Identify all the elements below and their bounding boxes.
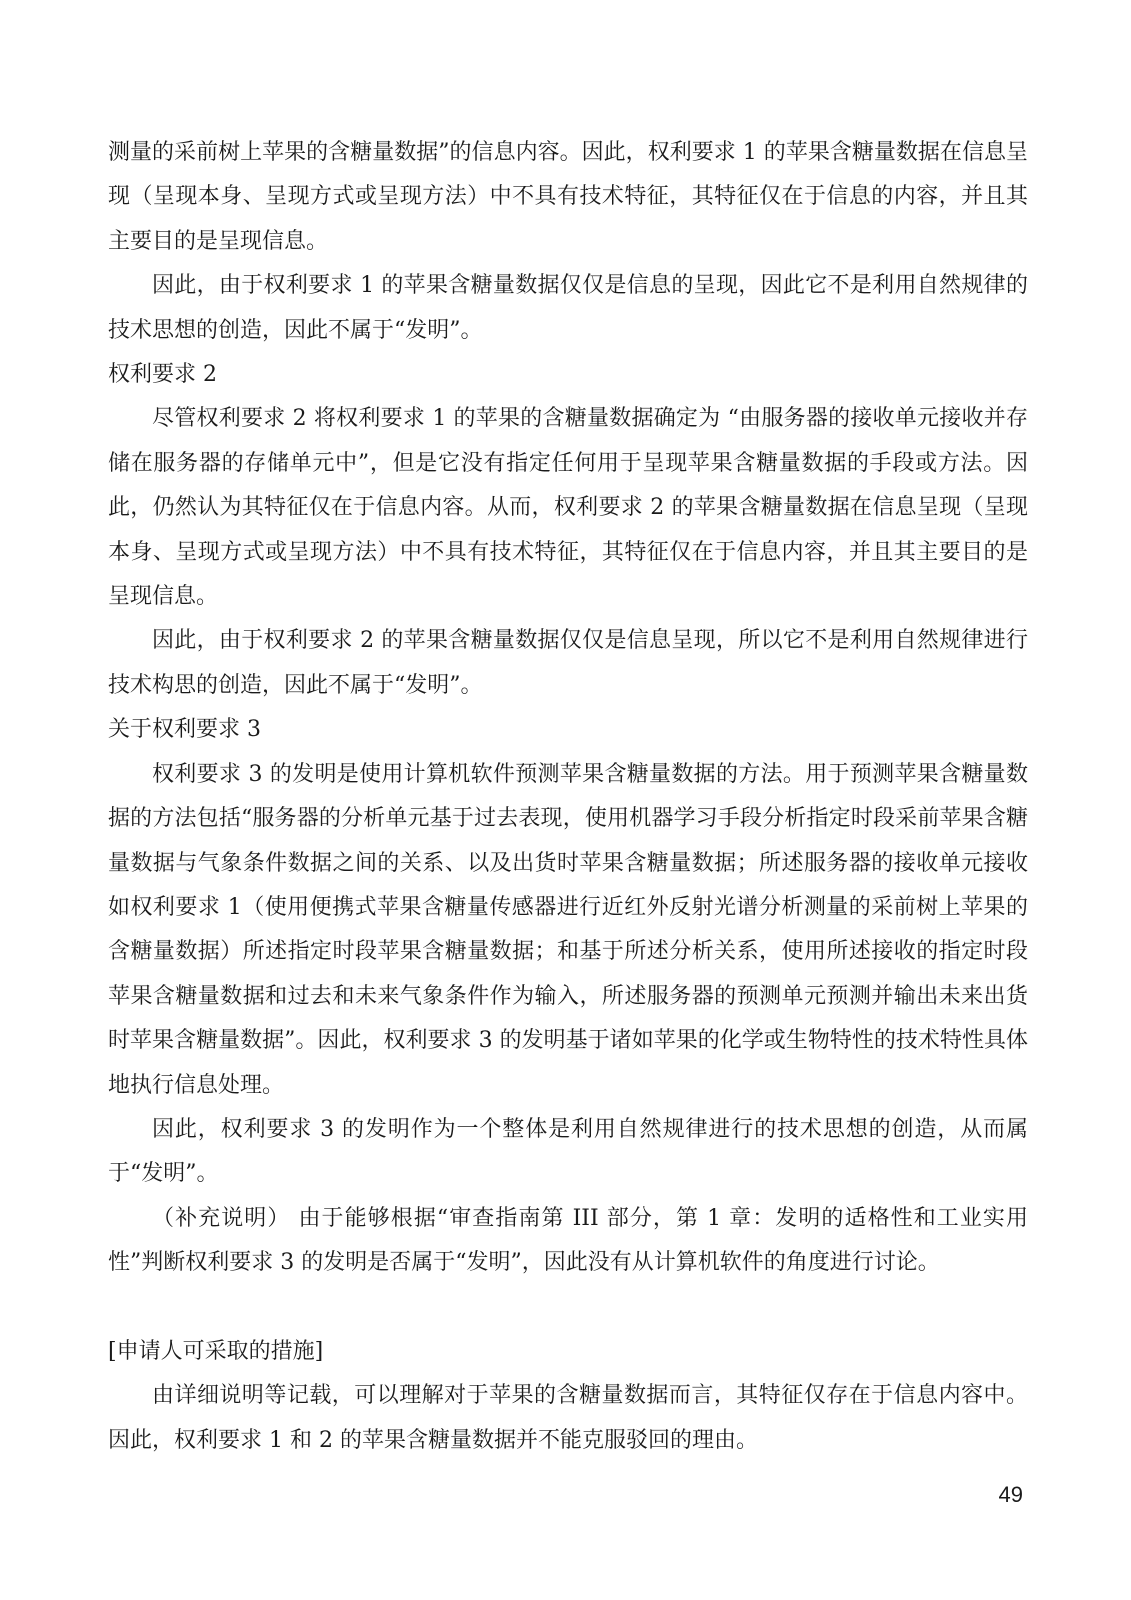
document-body [108,131,1028,1463]
paragraph-claim2-conclusion: 因此，由于权利要求 2 的苹果含糖量数据仅仅是信息呈现，所以它不是利用自然规律进行技术构思的创造，因此不属于“发明”。 [108,628,1028,698]
paragraph-claim3-conclusion: 因此，权利要求 3 的发明作为一个整体是利用自然规律进行的技术思想的创造，从而属于“发明”。 [108,1116,1028,1187]
paragraph-claim3-analysis: 权利要求 3 的发明是使用计算机软件预测苹果含糖量数据的方法。用于预测苹果含糖量数据的方法包括“服务器的分析单元基于过去表现，使用机器学习手段分析指定时段采前苹果含糖量数据与气象条件数据之间的关系、以及出货时苹果含糖量数据；所述服务器的接收单元接收如权利要求 1（使用便携式苹果含糖量传感器进行近红外反射光谱分析测量的采前树上苹果的含糖量数据）所述指定时段苹果含糖量数据；和基于所述分析关系，使用所述接收的指定时段苹果含糖量数据和过去和未来气象条件作为输入，所述服务器的预测单元预测并输出未来出货时苹果含糖量数据”。因此，权利要求 3 的发明基于诸如苹果的化学或生物特性的技术特性具体地执行信息处理。 [108,761,1028,1098]
heading-applicant-measures: [申请人可采取的措施] [108,1338,324,1364]
section-gap [108,1286,1028,1330]
paragraph-claim2-analysis: 尽管权利要求 2 将权利要求 1 的苹果的含糖量数据确定为 “由服务器的接收单元接收并存储在服务器的存储单元中”，但是它没有指定任何用于呈现苹果含糖量数据的手段或方法。因此，仍然认为其特征仅在于信息内容。从而，权利要求 2 的苹果含糖量数据在信息呈现（呈现本身、呈现方式或呈现方法）中不具有技术特征，其特征仅在于信息内容，并且其主要目的是呈现信息。 [108,406,1028,610]
paragraph-applicant-measures: 由详细说明等记载，可以理解对于苹果的含糖量数据而言，其特征仅存在于信息内容中。因此，权利要求 1 和 2 的苹果含糖量数据并不能克服驳回的理由。 [108,1383,1028,1453]
heading-claim3: 关于权利要求 3 [108,717,261,743]
paragraph-supplementary-note: （补充说明） 由于能够根据“审查指南第 III 部分，第 1 章：发明的适格性和工业实用性”判断权利要求 3 的发明是否属于“发明”，因此没有从计算机软件的角度进行讨论。 [108,1205,1028,1276]
page-number: 49 [998,1482,1023,1507]
paragraph-claim1-conclusion: 因此，由于权利要求 1 的苹果含糖量数据仅仅是信息的呈现，因此它不是利用自然规律的技术思想的创造，因此不属于“发明”。 [108,273,1028,343]
heading-claim2: 权利要求 2 [108,362,217,388]
paragraph-continuation: 测量的采前树上苹果的含糖量数据”的信息内容。因此，权利要求 1 的苹果含糖量数据在信息呈现（呈现本身、呈现方式或呈现方法）中不具有技术特征，其特征仅在于信息的内容，并且其主要目的是呈现信息。 [108,140,1028,254]
